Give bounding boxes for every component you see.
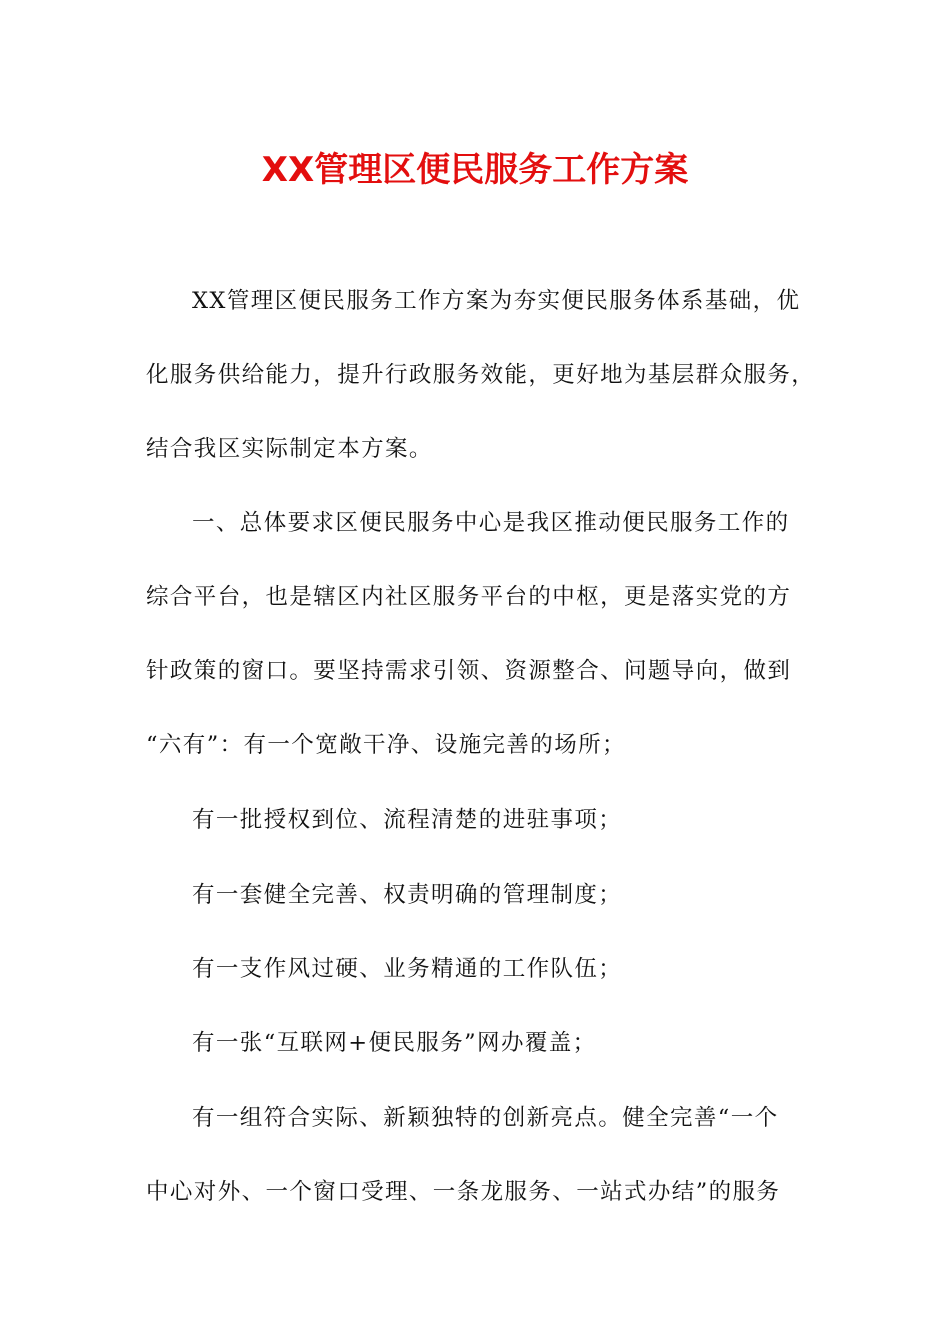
paragraph-line: 中心对外、一个窗口受理、一条龙服务、一站式办结”的服务 xyxy=(146,1179,781,1205)
paragraph-line: 有一张“互联网+便民服务”网办覆盖； xyxy=(192,1030,597,1056)
paragraph-line: 有一套健全完善、权责明确的管理制度； xyxy=(192,882,623,908)
paragraph-line: 针政策的窗口。要坚持需求引领、资源整合、问题导向，做到 xyxy=(146,658,792,684)
paragraph-line: 化服务供给能力，提升行政服务效能，更好地为基层群众服务， xyxy=(146,362,816,388)
paragraph-line: 有一批授权到位、流程清楚的进驻事项； xyxy=(192,807,623,833)
paragraph-line: 一、总体要求区便民服务中心是我区推动便民服务工作的 xyxy=(192,510,790,536)
document-title: XX管理区便民服务工作方案 xyxy=(261,150,689,190)
paragraph-line: 结合我区实际制定本方案。 xyxy=(146,436,433,462)
paragraph-line: “六有”：有一个宽敞干净、设施完善的场所； xyxy=(146,732,626,758)
paragraph-line: 有一支作风过硬、业务精通的工作队伍； xyxy=(192,956,623,982)
paragraph-line: 有一组符合实际、新颖独特的创新亮点。健全完善“一个 xyxy=(192,1105,779,1131)
paragraph-line: 综合平台，也是辖区内社区服务平台的中枢，更是落实党的方 xyxy=(146,584,792,610)
paragraph-line: XX管理区便民服务工作方案为夯实便民服务体系基础，优 xyxy=(192,288,801,314)
